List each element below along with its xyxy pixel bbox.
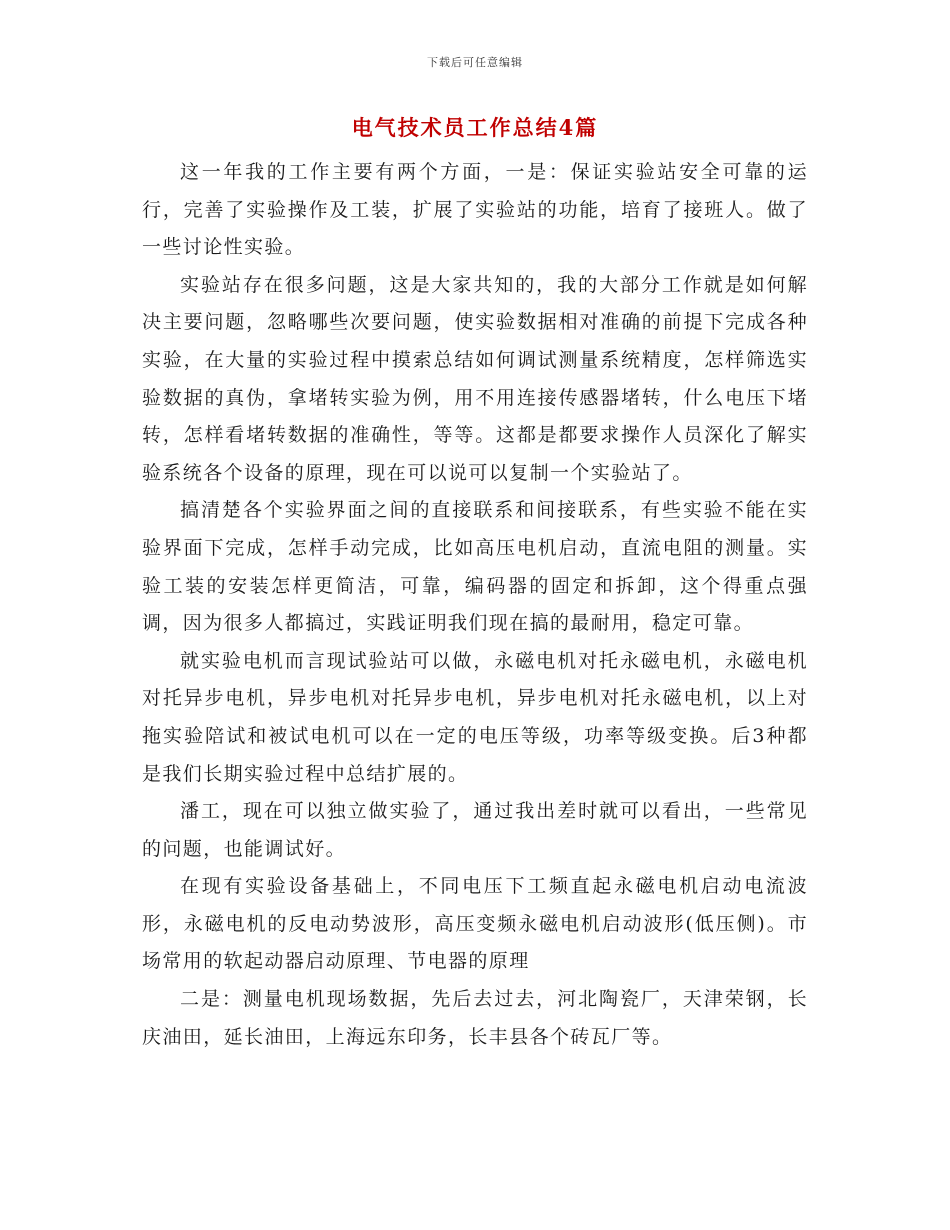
paragraph-3: 搞清楚各个实验界面之间的直接联系和间接联系，有些实验不能在实验界面下完成，怎样手动完成，比如高压电机启动，直流电阻的测量。实验工装的安装怎样更简洁，可靠，编码器的固定和拆卸，这个得重点强调，因为很多人都搞过，实践证明我们现在搞的最耐用，稳定可靠。 <box>142 499 808 635</box>
paragraph-7: 二是：测量电机现场数据，先后去过去，河北陶瓷厂，天津荣钢，长庆油田，延长油田，上海远东印务，长丰县各个砖瓦厂等。 <box>142 988 808 1048</box>
paragraph-6: 在现有实验设备基础上，不同电压下工频直起永磁电机启动电流波形，永磁电机的反电动势波形，高压变频永磁电机启动波形(低压侧)。市场常用的软起动器启动原理、节电器的原理 <box>142 875 808 973</box>
document-title: 电气技术员工作总结4篇 <box>351 115 599 140</box>
document-body <box>142 154 808 1056</box>
paragraph-2: 实验站存在很多问题，这是大家共知的，我的大部分工作就是如何解决主要问题，忽略哪些次要问题，使实验数据相对准确的前提下完成各种实验，在大量的实验过程中摸索总结如何调试测量系统精度，怎样筛选实验数据的真伪，拿堵转实验为例，用不用连接传感器堵转，什么电压下堵转，怎样看堵转数据的准确性，等等。这都是都要求操作人员深化了解实验系统各个设备的原理，现在可以说可以复制一个实验站了。 <box>142 273 808 484</box>
page-header-note: 下载后可任意编辑 <box>427 56 523 69</box>
paragraph-4: 就实验电机而言现试验站可以做，永磁电机对托永磁电机，永磁电机对托异步电机，异步电机对托异步电机，异步电机对托永磁电机，以上对拖实验陪试和被试电机可以在一定的电压等级，功率等级变换。后3种都是我们长期实验过程中总结扩展的。 <box>142 649 808 785</box>
paragraph-5: 潘工，现在可以独立做实验了，通过我出差时就可以看出，一些常见的问题，也能调试好。 <box>142 800 808 860</box>
paragraph-1: 这一年我的工作主要有两个方面，一是：保证实验站安全可靠的运行，完善了实验操作及工装，扩展了实验站的功能，培育了接班人。做了一些讨论性实验。 <box>142 161 808 259</box>
